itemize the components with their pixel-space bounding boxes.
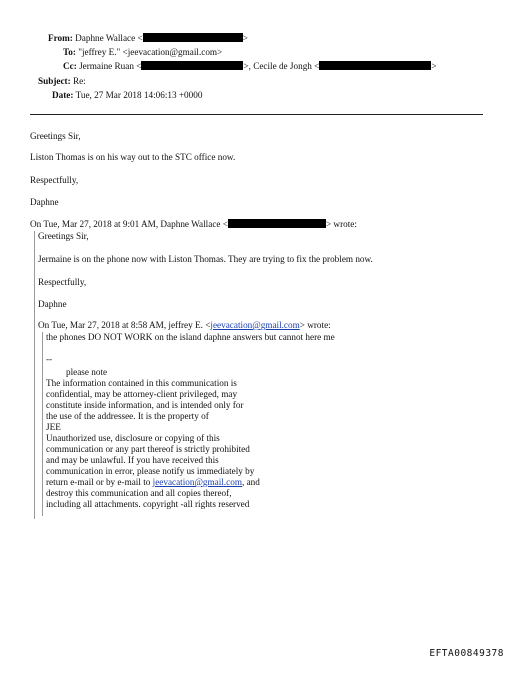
header-divider: [30, 114, 483, 115]
quote2-attribution: [38, 320, 331, 332]
cc-label: Cc:: [63, 61, 77, 71]
quote2-attribution-start: On Tue, Mar 27, 2018 at 8:58 AM, jeffrey E. <: [38, 320, 211, 330]
disclaimer-line: communication or any part thereof is strictly prohibited: [46, 444, 250, 454]
redaction-bar: [141, 61, 243, 70]
to-value: "jeffrey E." <jeevacation@gmail.com>: [78, 47, 223, 57]
cc-line: [63, 61, 437, 73]
redaction-bar: [319, 61, 431, 70]
quote2-attribution-end: > wrote:: [299, 320, 331, 330]
quote2-email-link[interactable]: jeevacation@gmail.com: [210, 320, 300, 330]
cc-mid: >, Cecile de Jongh <: [243, 61, 320, 71]
signature-dashes: --: [46, 354, 53, 364]
quote1-signature: Daphne: [38, 299, 67, 309]
disclaimer-line: and may be unlawful. If you have received this: [46, 455, 219, 465]
subject-line: [38, 76, 86, 88]
disclaimer-line: destroy this communication and all copies thereof,: [46, 488, 232, 498]
disclaimer-line: Unauthorized use, disclosure or copying of this: [46, 433, 220, 443]
disclaimer-line: please note: [66, 367, 108, 377]
date-line: [52, 90, 202, 102]
disclaimer-line: including all attachments. copyright -all rights reserved: [46, 499, 250, 509]
subject-label: Subject:: [38, 76, 71, 86]
date-value: Tue, 27 Mar 2018 14:06:13 +0000: [75, 90, 203, 100]
quote1-bar: [34, 231, 35, 519]
cc-close: >: [431, 61, 437, 71]
body-line-1: Liston Thomas is on his way out to the STC office now.: [30, 152, 236, 162]
to-label: To:: [63, 47, 76, 57]
date-label: Date:: [52, 90, 74, 100]
to-line: [63, 47, 222, 59]
quote1-greeting: Greetings Sir,: [38, 231, 89, 241]
quote2-bar: [42, 332, 43, 516]
quote1-attribution-end: > wrote:: [325, 219, 357, 229]
body-greeting: Greetings Sir,: [30, 131, 81, 141]
disclaimer-line: communication in error, please notify us immediately by: [46, 466, 255, 476]
redaction-bar: [228, 219, 326, 228]
quote1-line-1: Jermaine is on the phone now with Liston Thomas. They are trying to fix the problem now.: [38, 254, 373, 264]
quote1-attribution: [30, 219, 357, 231]
disclaimer-line: JEE: [46, 422, 61, 432]
from-line: [48, 33, 248, 45]
disclaimer-return-pre: return e-mail or by e-mail to: [46, 477, 153, 487]
from-close: >: [242, 33, 248, 43]
disclaimer-line: constitute inside information, and is intended only for: [46, 400, 244, 410]
from-name: Daphne Wallace <: [75, 33, 143, 43]
subject-value: Re:: [72, 76, 86, 86]
quote1-attribution-start: On Tue, Mar 27, 2018 at 9:01 AM, Daphne Wallace <: [30, 219, 228, 229]
body-closing: Respectfully,: [30, 175, 79, 185]
disclaimer-return-post: , and: [241, 477, 260, 487]
redaction-bar: [143, 33, 243, 42]
cc-name-1: Jermaine Ruan <: [79, 61, 142, 71]
disclaimer-line: confidential, may be attorney-client privileged, may: [46, 389, 238, 399]
disclaimer-line: the use of the addressee. It is the property of: [46, 411, 209, 421]
quote1-closing: Respectfully,: [38, 277, 87, 287]
quote2-line-1: the phones DO NOT WORK on the island daphne answers but cannot here me: [46, 332, 335, 342]
disclaimer-return-line: [46, 477, 260, 489]
bates-number: EFTA00849378: [429, 648, 504, 660]
body-signature: Daphne: [30, 197, 59, 207]
disclaimer-line: The information contained in this communication is: [46, 378, 237, 388]
disclaimer-email-link[interactable]: jeevacation@gmail.com: [152, 477, 242, 487]
from-label: From:: [48, 33, 73, 43]
